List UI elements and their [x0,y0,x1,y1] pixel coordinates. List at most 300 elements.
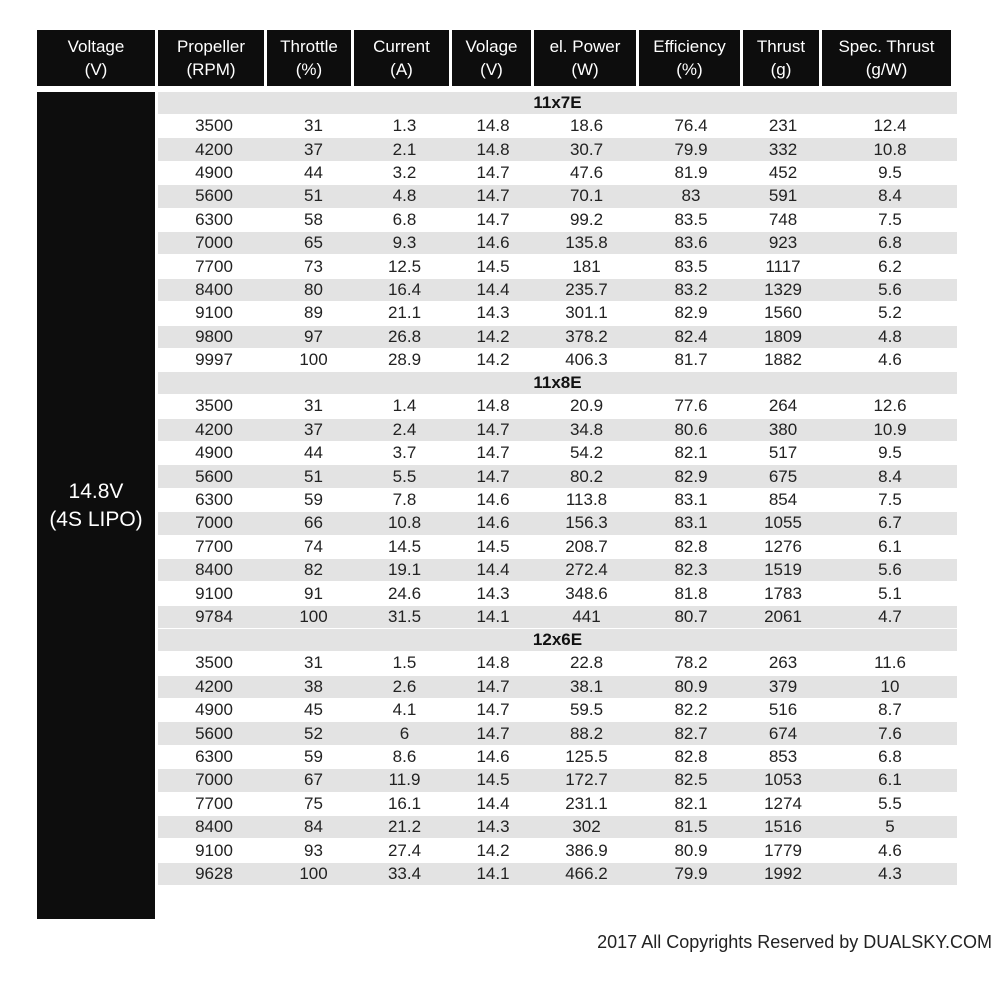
table-cell: 14.7 [476,209,510,229]
table-cell: 83.1 [674,490,708,510]
table-cell: 7700 [195,793,233,813]
table-cell: 14.4 [476,560,510,580]
table-cell: 14.3 [476,817,510,837]
table-cell: 74 [304,536,323,556]
table-row [158,699,957,722]
table-cell: 79.9 [674,863,708,883]
table-cell: 14.5 [387,536,422,556]
column-header [740,30,819,86]
table-cell: 3.2 [392,162,417,182]
table-cell: 31 [304,653,323,673]
table-cell: 80.7 [674,607,708,626]
battery-type: (4S LIPO) [49,507,143,531]
table-cell: 748 [768,209,798,229]
table-cell: 1274 [764,793,802,813]
table-cell: 853 [768,746,798,766]
table-cell: 14.6 [476,490,510,510]
column-header [351,30,449,86]
table-cell: 7000 [195,233,233,253]
column-header-unit: (%) [676,60,703,79]
table-cell: 4.6 [878,350,902,370]
table-cell: 516 [768,700,798,720]
table-cell: 4.8 [392,186,417,206]
table-cell: 52 [304,723,323,743]
table-cell: 14.4 [476,793,510,813]
table-cell: 3500 [195,653,233,673]
table-cell: 100 [299,350,328,370]
table-cell: 6300 [195,209,233,229]
table-cell: 9800 [195,326,233,346]
table-cell: 14.5 [476,256,510,276]
table-cell: 406.3 [565,350,608,370]
table-cell: 6300 [195,746,233,766]
table-cell: 380 [768,419,798,439]
table-cell: 83 [681,186,701,206]
table-cell: 82.9 [674,303,708,323]
table-cell: 38.1 [569,676,604,696]
table-cell: 348.6 [565,583,608,603]
table-cell: 8.4 [878,466,902,486]
table-cell: 80.6 [674,419,708,439]
table-cell: 66 [304,513,323,533]
table-row [158,419,957,442]
table-cell: 82.5 [674,770,708,790]
table-cell: 235.7 [565,279,608,299]
table-row [158,722,957,745]
table-cell: 67 [304,770,323,790]
table-cell: 45 [304,700,323,720]
table-cell: 172.7 [565,770,608,790]
table-cell: 3.7 [392,443,417,463]
table-cell: 674 [768,723,798,743]
table-cell: 4.1 [392,700,417,720]
table-cell: 8400 [195,560,233,580]
table-cell: 14.6 [476,233,510,253]
table-cell: 59.5 [569,700,604,720]
table-cell: 591 [768,186,798,206]
table-rows [158,92,957,886]
table-cell: 88.2 [569,723,604,743]
table-cell: 9784 [195,607,233,626]
table-cell: 466.2 [565,863,608,883]
section-title: 12x6E [158,629,957,652]
table-row [158,162,957,185]
table-cell: 9100 [195,303,233,323]
table-row [158,138,957,161]
table-cell: 81.5 [674,817,708,837]
table-cell: 14.3 [476,583,510,603]
table-cell: 83.6 [674,233,708,253]
table-cell: 6300 [195,490,233,510]
table-cell: 12.6 [873,396,907,416]
table-cell: 82.3 [674,560,708,580]
table-row [158,489,957,512]
table-cell: 4900 [195,162,233,182]
table-cell: 3500 [195,396,233,416]
table-row [158,349,957,372]
table-cell: 83.1 [674,513,708,533]
column-header-unit: (A) [390,60,413,79]
table-row [158,302,957,325]
table-cell: 21.2 [387,817,422,837]
table-cell: 7000 [195,770,233,790]
table-cell: 27.4 [387,840,422,860]
table-cell: 302 [572,817,601,837]
table-cell: 14.7 [476,700,510,720]
table-row [158,863,957,886]
table-cell: 44 [304,162,323,182]
table-row [158,769,957,792]
table-cell: 1055 [764,513,802,533]
table-cell: 7.6 [878,723,902,743]
table-cell: 5 [885,817,895,837]
table-cell: 9.5 [878,443,902,463]
table-cell: 181 [572,256,601,276]
table-cell: 9628 [195,863,233,883]
table-cell: 80.2 [569,466,604,486]
table-cell: 21.1 [387,303,422,323]
table-cell: 1516 [764,817,802,837]
table-cell: 1276 [764,536,802,556]
table-cell: 2.4 [392,419,417,439]
table-cell: 8400 [195,279,233,299]
table-cell: 12.4 [873,116,907,136]
table-cell: 4200 [195,419,233,439]
table-cell: 51 [304,186,323,206]
table-cell: 7.8 [392,490,417,510]
table-cell: 135.8 [565,233,608,253]
table-cell: 14.6 [476,746,510,766]
table-cell: 9.5 [878,162,902,182]
table-cell: 100 [299,863,328,883]
table-row [158,536,957,559]
table-cell: 1329 [764,279,802,299]
table-cell: 82.1 [674,443,708,463]
table-cell: 386.9 [565,840,608,860]
table-row [158,395,957,418]
table-cell: 5.1 [878,583,902,603]
table-row [158,512,957,535]
table-cell: 14.1 [476,863,510,883]
table-cell: 37 [304,139,323,159]
table-cell: 6.2 [878,256,902,276]
column-header [264,30,351,86]
table-cell: 97 [304,326,323,346]
table-cell: 14.4 [476,279,510,299]
table-cell: 76.4 [674,116,708,136]
table-cell: 16.1 [387,793,422,813]
table-cell: 82.4 [674,326,708,346]
table-cell: 2061 [764,607,802,626]
table-cell: 18.6 [569,116,604,136]
battery-voltage-label [37,92,155,919]
table-row [158,676,957,699]
table-cell: 14.2 [476,350,510,370]
table-cell: 6.1 [878,536,902,556]
table-cell: 5600 [195,723,233,743]
table-cell: 82 [304,560,323,580]
table-cell: 31 [304,396,323,416]
table-cell: 1992 [764,863,802,883]
table-cell: 4.7 [878,607,902,626]
table-cell: 81.8 [674,583,708,603]
table-cell: 34.8 [569,419,604,439]
table-row [158,652,957,675]
column-header-unit: (RPM) [186,60,236,79]
table-cell: 65 [304,233,323,253]
column-header [819,30,951,86]
column-header [37,30,155,86]
column-header-unit: (V) [480,60,503,79]
table-row [158,185,957,208]
table-cell: 14.7 [476,162,510,182]
table-cell: 332 [768,139,798,159]
table-cell: 264 [768,396,798,416]
table-cell: 7.5 [878,490,902,510]
table-cell: 81.7 [674,350,708,370]
table-cell: 75 [304,793,323,813]
table-cell: 231 [768,116,798,136]
table-cell: 84 [304,817,323,837]
table-row [158,442,957,465]
table-body [37,92,957,919]
thrust-data-table [37,30,957,919]
table-row [158,326,957,349]
table-cell: 10.9 [873,419,907,439]
table-cell: 38 [304,676,323,696]
table-cell: 8.6 [392,746,417,766]
table-row [158,232,957,255]
table-cell: 4.6 [878,840,902,860]
table-cell: 9100 [195,583,233,603]
table-cell: 80.9 [674,676,708,696]
table-cell: 47.6 [569,162,604,182]
table-cell: 100 [299,607,328,626]
copyright-footer: 2017 All Copyrights Reserved by DUALSKY.COM [597,932,992,952]
table-header [37,30,957,86]
table-cell: 2.6 [392,676,417,696]
table-cell: 93 [304,840,323,860]
table-cell: 31 [304,116,323,136]
table-cell: 10.8 [873,139,907,159]
table-cell: 44 [304,443,323,463]
table-cell: 30.7 [569,139,604,159]
table-cell: 14.8 [476,396,510,416]
table-cell: 113.8 [565,490,608,510]
table-row [158,816,957,839]
table-cell: 6.8 [878,746,902,766]
table-cell: 33.4 [387,863,422,883]
table-cell: 14.7 [476,443,510,463]
table-cell: 20.9 [569,396,604,416]
table-cell: 73 [304,256,323,276]
column-header-unit: (V) [84,60,108,79]
table-cell: 14.7 [476,676,510,696]
table-cell: 14.7 [476,186,510,206]
table-cell: 26.8 [387,326,422,346]
table-cell: 517 [768,443,798,463]
table-cell: 6 [399,723,410,743]
table-cell: 1560 [764,303,802,323]
table-cell: 6.8 [878,233,902,253]
table-cell: 5600 [195,466,233,486]
table-cell: 1.5 [392,653,417,673]
table-cell: 14.8 [476,116,510,136]
table-cell: 82.7 [674,723,708,743]
column-header-name: Spec. Thrust [838,37,935,56]
table-cell: 4.3 [878,863,902,883]
table-cell: 77.6 [674,396,708,416]
table-cell: 14.7 [476,723,510,743]
table-cell: 7700 [195,536,233,556]
table-cell: 14.5 [476,770,510,790]
table-cell: 83.2 [674,279,708,299]
table-cell: 452 [768,162,798,182]
table-cell: 8.4 [878,186,902,206]
table-cell: 19.1 [387,560,422,580]
table-cell: 24.6 [387,583,422,603]
table-cell: 79.9 [674,139,708,159]
table-cell: 11.9 [388,770,421,790]
column-header-name: Propeller [176,37,246,56]
column-header-unit: (%) [295,60,323,79]
table-cell: 7000 [195,513,233,533]
table-row [158,606,957,629]
table-cell: 14.1 [476,607,510,626]
table-cell: 5.5 [878,793,902,813]
table-cell: 5.5 [392,466,417,486]
table-cell: 441 [572,607,601,626]
table-cell: 82.2 [674,700,708,720]
section-title: 11x8E [158,372,957,395]
table-cell: 80 [304,279,323,299]
table-cell: 14.6 [476,513,510,533]
table-cell: 78.2 [674,653,708,673]
table-cell: 59 [304,490,323,510]
table-cell: 10.8 [387,513,422,533]
table-cell: 6.1 [878,770,902,790]
table-cell: 91 [304,583,323,603]
table-cell: 82.1 [674,793,708,813]
table-cell: 5.6 [878,279,902,299]
column-header-name: Current [373,37,430,56]
table-cell: 272.4 [565,560,608,580]
table-cell: 51 [304,466,323,486]
table-cell: 22.8 [569,653,604,673]
table-cell: 37 [304,419,323,439]
table-cell: 923 [768,233,798,253]
table-cell: 89 [304,303,323,323]
table-row [158,793,957,816]
table-cell: 1779 [764,840,802,860]
table-cell: 14.2 [476,840,510,860]
table-cell: 59 [304,746,323,766]
table-cell: 31.5 [387,607,422,626]
table-cell: 82.8 [674,746,708,766]
table-cell: 301.1 [565,303,608,323]
table-cell: 675 [768,466,798,486]
table-cell: 54.2 [569,443,604,463]
table-cell: 82.8 [674,536,708,556]
column-header-name: el. Power [549,37,621,56]
table-cell: 14.7 [476,419,510,439]
table-cell: 14.2 [476,326,510,346]
column-header-name: Voltage [67,37,125,56]
table-cell: 83.5 [674,256,708,276]
table-cell: 80.9 [674,840,708,860]
table-cell: 263 [768,653,798,673]
table-cell: 4.8 [878,326,902,346]
column-header-unit: (g) [770,60,792,79]
table-cell: 4900 [195,443,233,463]
table-cell: 854 [768,490,798,510]
battery-voltage-value: 14.8V [68,479,124,503]
table-cell: 4200 [195,139,233,159]
table-row [158,839,957,862]
table-cell: 10 [880,676,900,696]
table-cell: 16.4 [387,279,422,299]
column-header-name: Thrust [756,37,806,56]
table-cell: 5600 [195,186,233,206]
table-cell: 1053 [764,770,802,790]
table-row [158,279,957,302]
column-header-name: Throttle [280,37,338,56]
table-cell: 9.3 [392,233,417,253]
table-cell: 6.8 [392,209,417,229]
table-cell: 5.6 [878,560,902,580]
table-row [158,559,957,582]
table-cell: 2.1 [392,139,417,159]
table-row [158,582,957,605]
table-cell: 378.2 [565,326,608,346]
column-header-unit: (g/W) [865,60,908,79]
column-header [155,30,264,86]
section-title: 11x7E [158,92,957,115]
column-header [449,30,531,86]
table-cell: 1809 [764,326,802,346]
table-cell: 14.7 [476,466,510,486]
table-cell: 1.4 [392,396,417,416]
table-cell: 6.7 [878,513,902,533]
table-cell: 208.7 [565,536,608,556]
table-cell: 81.9 [674,162,708,182]
table-row [158,209,957,232]
table-cell: 125.5 [565,746,608,766]
table-cell: 5.2 [878,303,902,323]
table-cell: 9100 [195,840,233,860]
table-cell: 4900 [195,700,233,720]
table-cell: 7.5 [878,209,902,229]
table-cell: 231.1 [565,793,608,813]
column-header-name: Efficiency [653,37,726,56]
table-cell: 4200 [195,676,233,696]
table-row [158,115,957,138]
table-cell: 1882 [764,350,802,370]
table-cell: 1117 [765,256,801,276]
table-cell: 8400 [195,817,233,837]
column-header [636,30,740,86]
table-cell: 14.5 [476,536,510,556]
table-cell: 8.7 [878,700,902,720]
table-cell: 1519 [764,560,802,580]
table-cell: 28.9 [387,350,422,370]
table-cell: 70.1 [569,186,604,206]
table-cell: 82.9 [674,466,708,486]
table-row [158,746,957,769]
table-row [158,255,957,278]
table-row [158,465,957,488]
table-cell: 14.8 [476,139,510,159]
